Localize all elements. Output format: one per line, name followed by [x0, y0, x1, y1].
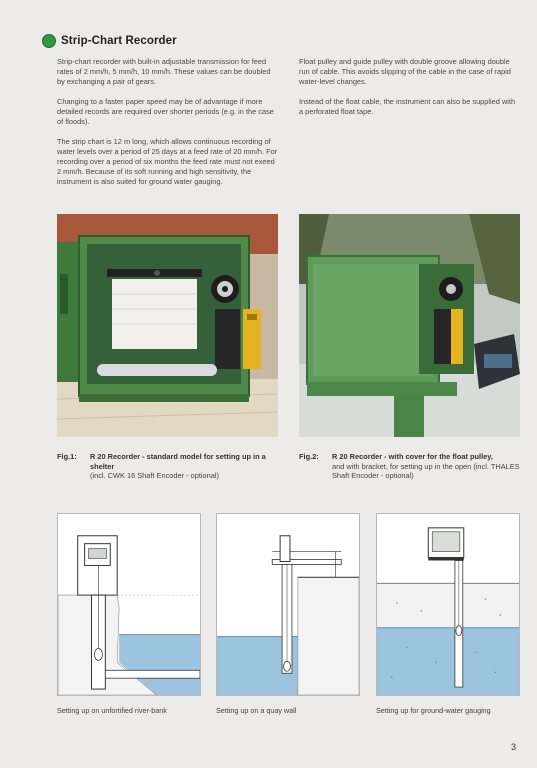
diagram-quay-wall [216, 513, 360, 696]
paragraph: Strip-chart recorder with built-in adjustable transmission for feed rates of 2 mm/h, 5 mm/h, 10 mm/h. These values can be doubled by exchanging a pair of gears. [57, 57, 271, 86]
paragraph: Instead of the float cable, the instrument can also be supplied with a perforated float tape. [299, 97, 516, 116]
figure-label: Fig.2: [299, 452, 319, 461]
diagram-caption: Setting up on a quay wall [216, 706, 297, 715]
right-text-column [299, 57, 521, 127]
figure-note: (incl. CWK 16 Shaft Encoder - optional) [90, 471, 219, 480]
page-number: 3 [511, 742, 517, 752]
green-bullet-icon [42, 34, 56, 48]
photo-recorder-outdoors [299, 214, 520, 437]
diagram-caption: Setting up on unfortified river-bank [57, 706, 167, 715]
left-text-column [57, 57, 279, 197]
diagram-river-bank [57, 513, 201, 696]
figure-title: R 20 Recorder - with cover for the float pulley, [332, 452, 493, 461]
figure-title: R 20 Recorder - standard model for setting up in a shelter [90, 452, 266, 471]
paragraph: Float pulley and guide pulley with double groove allowing double run of cable. This avoids slipping of the cable in the case of rapid water-level changes. [299, 57, 511, 86]
diagram-caption: Setting up for ground-water gauging [376, 706, 491, 715]
paragraph: Changing to a faster paper speed may be of advantage if more detailed records are required over shorter periods (e.g. in the case of floods). [57, 97, 274, 126]
diagram-ground-water [376, 513, 520, 696]
paragraph: The strip chart is 12 m long, which allows continuous recording of water levels over a period of 25 days at a feed rate of 20 mm/h. For recording over a period of six months the feed rate must not exeed 2 mm/h. Because of its soft running and high sensitivity, the instrument is also suited for ground water gauging. [57, 137, 278, 186]
section-header [42, 34, 177, 48]
figure-label: Fig.1: [57, 452, 77, 461]
figure-note: and with bracket, for setting up in the open (incl. THALES Shaft Encoder - optional) [332, 461, 520, 480]
section-title: Strip-Chart Recorder [61, 35, 177, 47]
photo-recorder-in-shelter [57, 214, 278, 437]
